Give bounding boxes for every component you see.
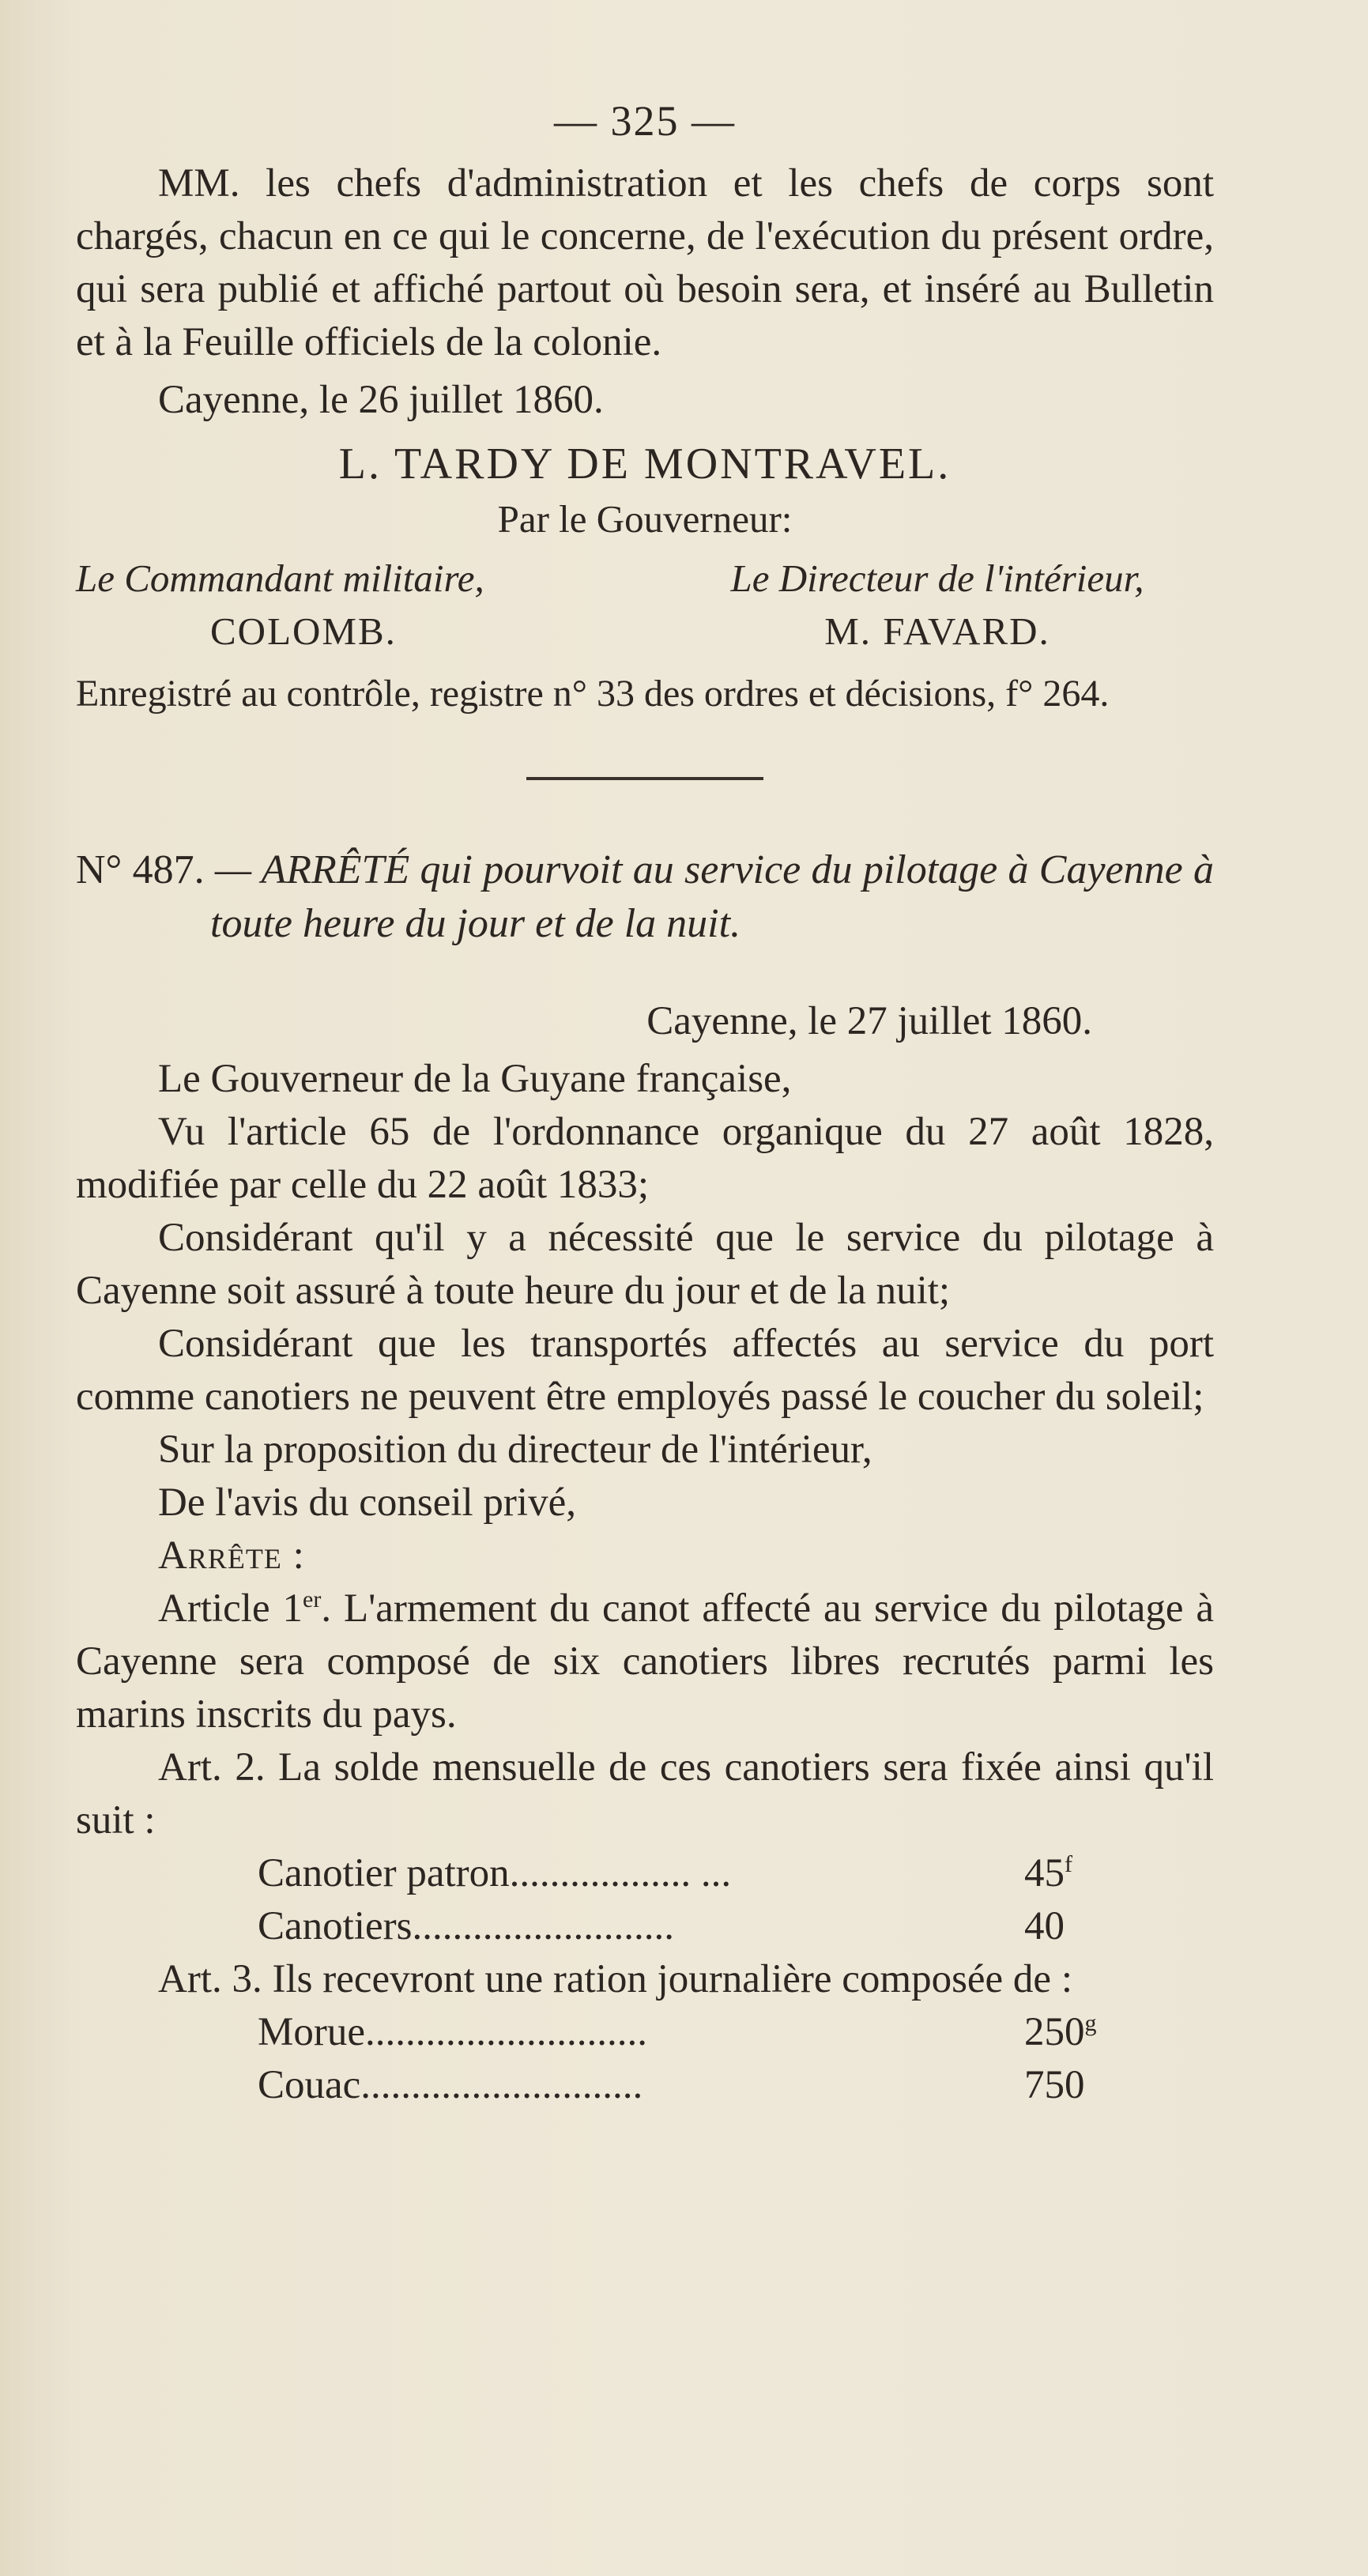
arrete-date: Cayenne, le 27 juillet 1860. xyxy=(646,999,1092,1043)
ration-amount: 750 xyxy=(1024,2063,1085,2107)
ration-table xyxy=(258,2006,1127,2112)
military-commander-role: Le Commandant militaire, xyxy=(76,556,484,600)
ration-row xyxy=(258,2059,1127,2112)
ration-value xyxy=(1008,2059,1127,2112)
pay-amount: 40 xyxy=(1024,1904,1065,1948)
ration-value xyxy=(1008,2006,1127,2059)
ration-label: Couac............................ xyxy=(258,2063,643,2107)
pay-table xyxy=(258,1847,1127,1953)
pay-row xyxy=(258,1847,1127,1900)
pay-row xyxy=(258,1900,1127,1953)
ration-unit: g xyxy=(1084,2010,1097,2036)
avis-clause: De l'avis du conseil privé, xyxy=(158,1480,576,1525)
pay-unit: f xyxy=(1065,1851,1072,1877)
article-2: Art. 2. La solde mensuelle de ces canotiers sera fixée ainsi qu'il suit : xyxy=(76,1745,1214,1842)
signatory-name: L. TARDY DE MONTRAVEL. xyxy=(338,439,952,488)
pay-value xyxy=(1008,1900,1127,1953)
page-number: — 325 — xyxy=(554,97,736,145)
ration-row xyxy=(258,2006,1127,2059)
closing-paragraph: MM. les chefs d'administration et les chefs de corps sont chargés, chacun en ce qui le concerne, de l'exécution du présent ordre, qui sera publié et affiché partout où besoin sera, et inséré au Bulletin et à la Feuille officiels de la colonie. xyxy=(76,161,1214,364)
article-3: Art. 3. Ils recevront une ration journalière composée de : xyxy=(158,1957,1072,2001)
page-content xyxy=(76,95,1214,2112)
registration-note: Enregistré au contrôle, registre n° 33 des ordres et décisions, f° 264. xyxy=(76,673,1110,715)
countersignature-interior xyxy=(661,552,1214,658)
article-1-prefix: Article 1 xyxy=(158,1586,303,1631)
pay-label: Canotier patron.................. ... xyxy=(258,1851,732,1895)
by-governor-line: Par le Gouverneur: xyxy=(497,497,793,541)
military-commander-name: COLOMB. xyxy=(210,609,397,653)
interior-director-name: M. FAVARD. xyxy=(824,609,1050,653)
pay-value xyxy=(1008,1847,1127,1900)
vu-clause: Vu l'article 65 de l'ordonnance organique du 27 août 1828, modifiée par celle du 22 août 1833; xyxy=(76,1110,1214,1207)
proposition-clause: Sur la proposition du directeur de l'intérieur, xyxy=(158,1428,872,1472)
pay-label: Canotiers.......................... xyxy=(258,1904,674,1948)
article-1-sup: er xyxy=(303,1586,322,1612)
arrete-title: — ARRÊTÉ qui pourvoit au service du pilotage à Cayenne à toute heure du jour et de la nuit. xyxy=(210,847,1215,946)
governor-line: Le Gouverneur de la Guyane française, xyxy=(158,1057,792,1101)
arrete-number: N° 487. xyxy=(76,847,205,892)
countersignature-military xyxy=(76,552,629,658)
article-1 xyxy=(76,1582,1214,1741)
considerant-1: Considérant qu'il y a nécessité que le service du pilotage à Cayenne soit assuré à toute heure du jour et de la nuit; xyxy=(76,1216,1214,1313)
pay-amount: 45 xyxy=(1024,1851,1065,1895)
interior-director-role: Le Directeur de l'intérieur, xyxy=(730,556,1144,600)
place-date: Cayenne, le 26 juillet 1860. xyxy=(158,378,604,422)
countersignatures xyxy=(76,552,1214,658)
ration-amount: 250 xyxy=(1024,2010,1085,2054)
arrete-label: Arrête : xyxy=(158,1533,305,1578)
arrete-heading xyxy=(76,843,1214,951)
ration-label: Morue............................ xyxy=(258,2010,647,2054)
article-1-text: . L'armement du canot affecté au service du pilotage à Cayenne sera composé de six canotiers libres recrutés parmi les marins inscrits du pays. xyxy=(76,1586,1214,1737)
section-divider xyxy=(526,777,763,780)
considerant-2: Considérant que les transportés affectés au service du port comme canotiers ne peuvent être employés passé le coucher du soleil; xyxy=(76,1322,1214,1419)
